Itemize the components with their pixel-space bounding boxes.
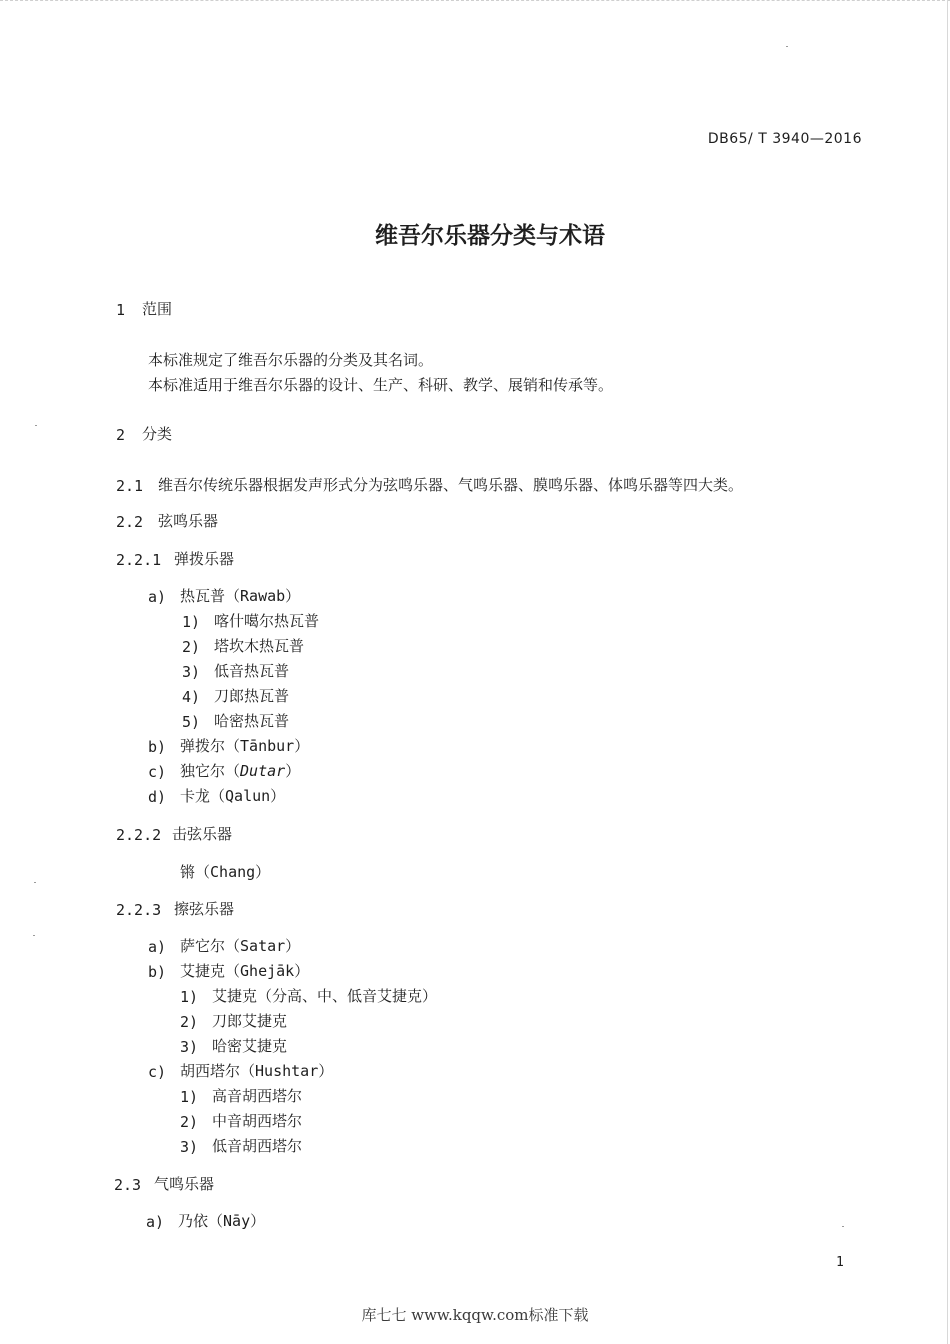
sub-list-marker: 2) [180, 1113, 199, 1131]
clause-2-3-number: 2.3 [114, 1176, 142, 1194]
clause-2-2-number: 2.2 [116, 513, 144, 531]
clause-2-1-text: 维吾尔传统乐器根据发声形式分为弦鸣乐器、气鸣乐器、膜鸣乐器、体鸣乐器等四大类。 [158, 476, 744, 494]
clause-2-2-1-number: 2.2.1 [116, 551, 162, 569]
sub-list-marker: 3) [182, 663, 201, 681]
instrument-name: 艾捷克 [180, 962, 226, 980]
sub-list-item: 低音胡西塔尔 [212, 1137, 303, 1155]
list-marker: a) [148, 938, 167, 956]
sub-list-item: 刀郎热瓦普 [214, 687, 290, 705]
instrument-name: 独它尔 [180, 762, 226, 780]
sub-list-marker: 5) [182, 713, 201, 731]
sub-list-item: 哈密热瓦普 [214, 712, 290, 730]
clause-2-2-heading: 弦鸣乐器 [158, 512, 219, 530]
paren-open: （ [225, 762, 241, 780]
sub-list-marker: 1) [180, 1088, 199, 1106]
instrument-latin: （Nāy） [208, 1212, 266, 1230]
instrument-latin: （Satar） [225, 937, 301, 955]
instrument-rawab [180, 589, 300, 604]
list-marker: d) [148, 788, 167, 806]
sub-list-item: 塔坎木热瓦普 [214, 637, 305, 655]
scan-top-edge [0, 0, 950, 4]
sub-list-item: 哈密艾捷克 [212, 1037, 288, 1055]
instrument-latin: （Rawab） [225, 587, 301, 605]
sub-list-marker: 1) [182, 613, 201, 631]
instrument-nay [178, 1214, 265, 1229]
paren-close: ） [285, 762, 301, 780]
page-number: 1 [836, 1255, 844, 1270]
instrument-chang [180, 865, 270, 880]
clause-2-1-number: 2.1 [116, 477, 144, 495]
instrument-latin-italic: Dutar [240, 762, 286, 780]
list-marker: c) [148, 763, 167, 781]
sub-list-marker: 3) [180, 1038, 199, 1056]
document-title: 维吾尔乐器分类与术语 [375, 223, 605, 249]
clause-2-2-3-number: 2.2.3 [116, 901, 162, 919]
instrument-latin: （Qalun） [210, 787, 286, 805]
list-marker: b) [148, 963, 167, 981]
sub-list-item: 喀什噶尔热瓦普 [214, 612, 320, 630]
list-marker: a) [146, 1213, 165, 1231]
list-marker: b) [148, 738, 167, 756]
document-code: DB65/ T 3940—2016 [707, 131, 862, 147]
sub-list-marker: 2) [180, 1013, 199, 1031]
scan-speck [842, 1226, 844, 1227]
section-2-heading: 分类 [142, 425, 173, 443]
clause-2-2-2-number: 2.2.2 [116, 826, 162, 844]
instrument-name: 热瓦普 [180, 587, 226, 605]
sub-list-marker: 3) [180, 1138, 199, 1156]
scope-paragraph-2: 本标准适用于维吾尔乐器的设计、生产、科研、教学、展销和传承等。 [148, 376, 614, 394]
instrument-latin: （Hushtar） [240, 1062, 334, 1080]
scan-speck [35, 425, 37, 426]
instrument-tanbur [180, 739, 309, 754]
section-2-number: 2 [116, 426, 126, 444]
instrument-name: 弹拨尔 [180, 737, 226, 755]
scan-speck [786, 46, 788, 47]
instrument-name: 萨它尔 [180, 937, 226, 955]
section-1-number: 1 [116, 301, 126, 319]
sub-list-marker: 4) [182, 688, 201, 706]
instrument-name: 卡龙 [180, 787, 211, 805]
clause-2-2-3-heading: 擦弦乐器 [174, 900, 235, 918]
instrument-name: 胡西塔尔 [180, 1062, 241, 1080]
list-marker: c) [148, 1063, 167, 1081]
instrument-qalun [180, 789, 285, 804]
scan-speck [33, 935, 35, 936]
scope-paragraph-1: 本标准规定了维吾尔乐器的分类及其名词。 [148, 351, 434, 369]
instrument-latin: （Ghejāk） [225, 962, 310, 980]
instrument-satar [180, 939, 300, 954]
sub-list-item: 刀郎艾捷克 [212, 1012, 288, 1030]
clause-2-2-1-heading: 弹拨乐器 [174, 550, 235, 568]
sub-list-item: 低音热瓦普 [214, 662, 290, 680]
sub-list-marker: 1) [180, 988, 199, 1006]
instrument-hushtar [180, 1064, 333, 1079]
sub-list-item: 艾捷克（分高、中、低音艾捷克） [212, 987, 438, 1005]
clause-2-3-heading: 气鸣乐器 [154, 1175, 215, 1193]
clause-2-2-2-heading: 击弦乐器 [172, 825, 233, 843]
instrument-latin: （Tānbur） [225, 737, 310, 755]
instrument-dutar [180, 764, 300, 779]
sub-list-item: 中音胡西塔尔 [212, 1112, 303, 1130]
instrument-latin: （Chang） [195, 863, 271, 881]
scan-right-edge [947, 0, 948, 1344]
section-1-heading: 范围 [142, 300, 173, 318]
sub-list-marker: 2) [182, 638, 201, 656]
instrument-name: 锵 [180, 863, 196, 881]
instrument-name: 乃依 [178, 1212, 209, 1230]
list-marker: a) [148, 588, 167, 606]
sub-list-item: 高音胡西塔尔 [212, 1087, 303, 1105]
instrument-ghejak [180, 964, 309, 979]
scan-speck [34, 882, 36, 883]
footer-watermark: 库七七 www.kqqw.com标准下载 [361, 1306, 589, 1324]
